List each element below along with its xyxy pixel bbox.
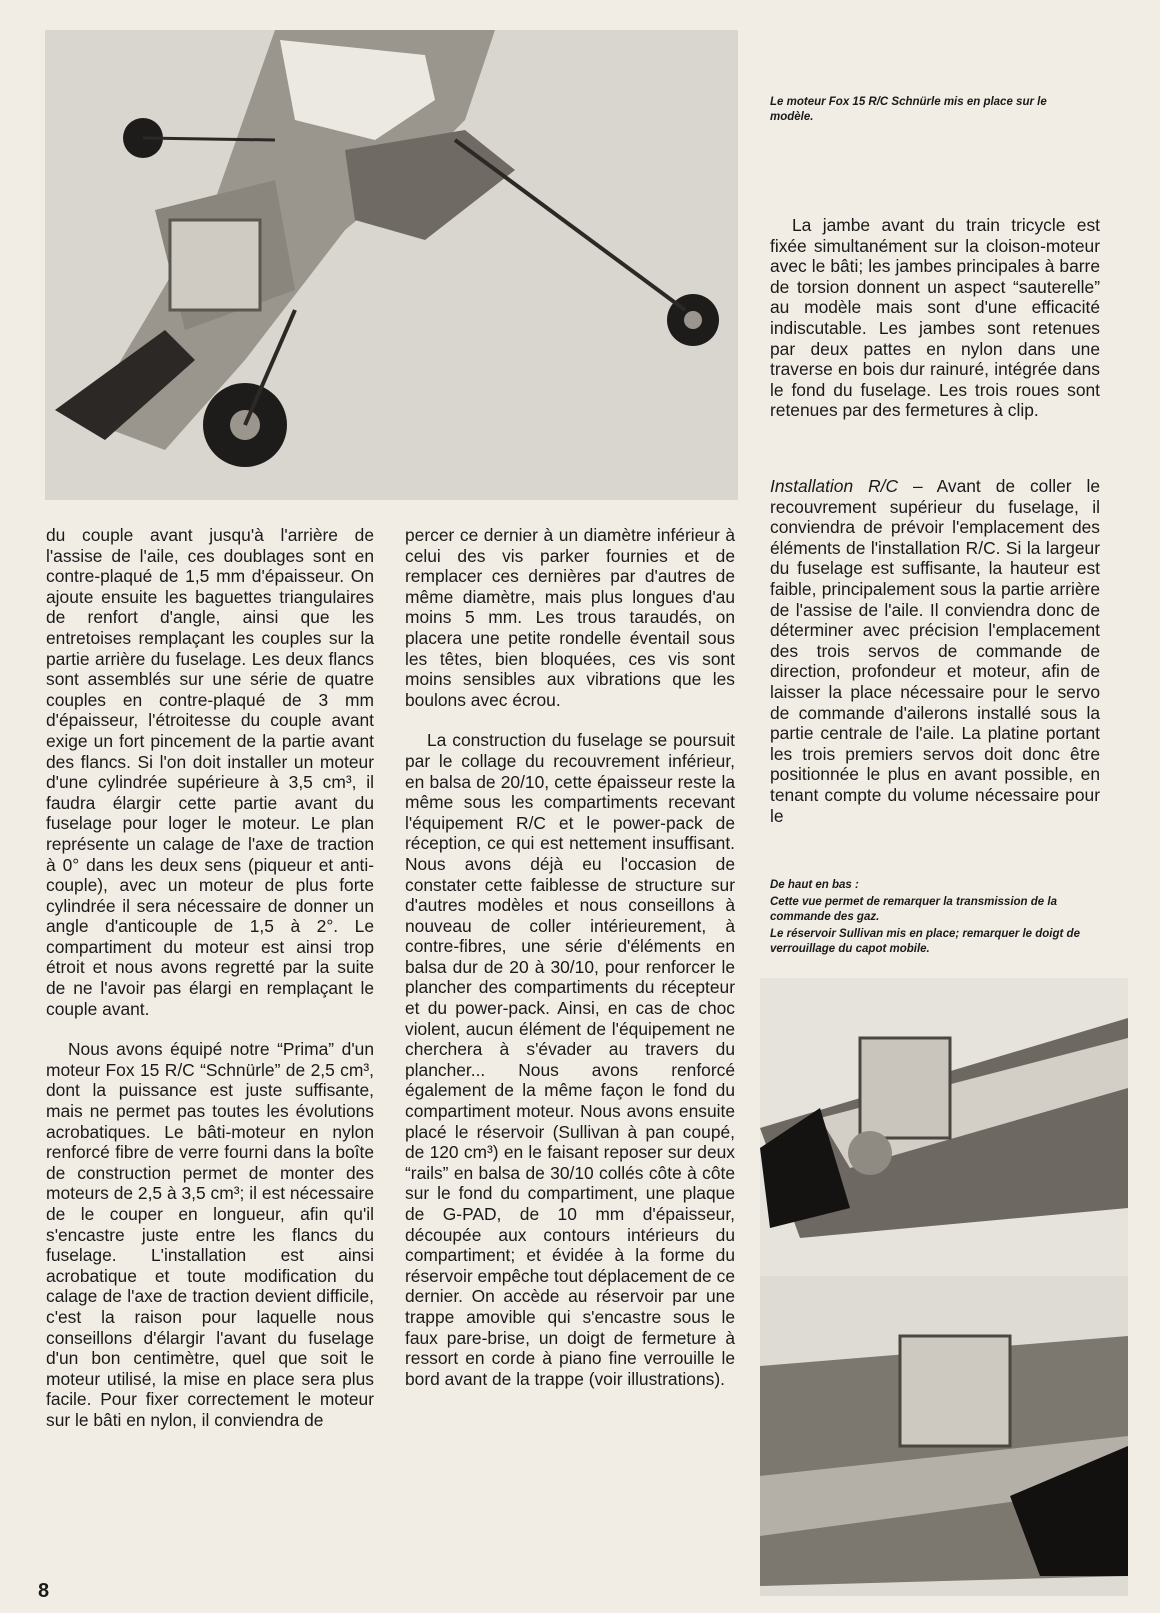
right-column-upper xyxy=(770,215,1100,421)
left-column xyxy=(46,525,374,1431)
middle-column xyxy=(405,525,735,1389)
paragraph-engine: Nous avons équipé notre “Prima” d'un moteur Fox 15 R/C “Schnürle” de 2,5 cm³, dont la puissance est juste suffisante, mais ne permet pas toutes les évolutions acrobatiques. Le bâti-moteur en nylon renforcé fibre de verre fourni dans la boîte de construction permet de monter des moteurs de 2,5 à 3,5 cm³; il est nécessaire de le couper en longueur, afin qu'il s'encastre juste entre les flancs du fuselage. L'installation est ainsi acrobatique et toute modification du calage de l'axe de traction devient difficile, c'est la raison pour laquelle nous conseillons d'élargir l'avant du fuselage d'un bon centimètre, quel que soit le moteur utilisé, la mise en place sera plus facile. Pour fixer correctement le moteur sur le bâti en nylon, il conviendra de xyxy=(46,1039,374,1430)
caption-line-1: Cette vue permet de remarquer la transmission de la commande des gaz. xyxy=(770,896,1057,923)
paragraph-fuselage-sides: du couple avant jusqu'à l'arrière de l'assise de l'aile, ces doublages sont en contre-plaqué de 1,5 mm d'épaisseur. On ajoute ensuite les baguettes triangulaires de renfort d'angle, ainsi que les entretoises remplaçant les couples sur la partie arrière du fuselage. Les deux flancs sont assemblés sur une série de quatre couples en contre-plaqué de 3 mm d'épaisseur, l'étroitesse du couple avant exige un fort pincement de la partie avant des flancs. Si l'on doit installer un moteur d'une cylindrée supérieure à 3,5 cm³, il faudra élargir cette partie avant du fuselage pour loger le moteur. Le plan représente un calage de l'axe de traction à 0° dans les deux sens (piqueur et anti-couple), avec un moteur de plus forte cylindrée il sera nécessaire de donner un angle d'anticouple de 1,5 à 2°. Le compartiment du moteur est ainsi trop étroit et nous avons regretté par la suite de ne l'avoir pas élargi en remplaçant le couple avant. xyxy=(46,525,374,1019)
paragraph-rc-installation xyxy=(770,476,1100,826)
caption-line-2: Le réservoir Sullivan mis en place; remarquer le doigt de verrouillage du capot mobile. xyxy=(770,928,1080,955)
section-heading-rc-installation: Installation R/C xyxy=(770,476,899,496)
bottom-photos-caption xyxy=(770,878,1100,959)
paragraph-landing-gear: La jambe avant du train tricycle est fixée simultanément sur la cloison-moteur avec le bâti; les jambes principales à barre de torsion donnent un aspect “sauterelle” au modèle mais sont d'une efficacité indiscutable. Les jambes sont retenues par deux pattes en nylon dans une traverse en bois dur rainuré, intégrée dans le fond du fuselage. Les trois roues sont retenues par des fermetures à clip. xyxy=(770,215,1100,421)
rc-installation-body: – Avant de coller le recouvrement supérieur du fuselage, il conviendra de prévoir l'emplacement des éléments de l'installation R/C. Si la largeur du fuselage est suffisante, la hauteur est faible, principalement sous la partie arrière de l'assise de l'aile. Il conviendra donc de déterminer avec précision l'emplacement des trois servos de commande de direction, profondeur et moteur, afin de laisser la place nécessaire pour le servo de commande d'ailerons installé sous la partie centrale de l'aile. La platine portant les trois premiers servos doit donc être positionnée le plus en avant possible, en tenant compte du volume nécessaire pour le xyxy=(770,476,1101,826)
page-number: 8 xyxy=(38,1580,50,1602)
caption-heading: De haut en bas : xyxy=(770,879,859,891)
engine-closeup-photo-icon xyxy=(760,978,1128,1276)
right-column-lower xyxy=(770,476,1100,826)
paragraph-screws: percer ce dernier à un diamètre inférieur à celui des vis parker fournies et de remplacer ces dernières par d'autres de même diamètre, mais plus longues d'au moins 5 mm. Les trous taraudés, on placera une petite rondelle éventail sous les têtes, bien bloquées, ces vis sont moins sensibles aux vibrations que les boulons avec écrou. xyxy=(405,525,735,710)
top-photo xyxy=(45,30,738,500)
top-photo-caption: Le moteur Fox 15 R/C Schnürle mis en place sur le modèle. xyxy=(770,96,1047,123)
paragraph-fuselage-construction: La construction du fuselage se poursuit par le collage du recouvrement inférieur, en balsa de 20/10, cette épaisseur reste la même sous les compartiments recevant l'équipement R/C et le power-pack de réception, ce qui est nettement insuffisant. Nous avons déjà eu l'occasion de constater cette faiblesse de structure sur d'autres modèles et nous conseillons à nouveau de coller intérieurement, à contre-fibres, une série d'éléments en balsa dur de 20 à 30/10, pour renforcer le plancher des compartiments du récepteur et du power-pack. Ainsi, en cas de choc violent, aucun élément de l'équipement ne cherchera à s'évader au travers du plancher... Nous avons renforcé également de la même façon le fond du compartiment moteur. Nous avons ensuite placé le réservoir (Sullivan à pan coupé, de 120 cm³) en le faisant reposer sur deux “rails” en balsa de 30/10 collés côte à côte sur le fond du compartiment, une plaque de G-PAD, de 10 mm d'épaisseur, découpée aux contours intérieurs du compartiment; et évidée à la forme du réservoir empêche tout déplacement de ce dernier. On accède au réservoir par une trappe amovible qui s'encastre sous le faux pare-brise, un doigt de fermeture à ressort en corde à piano fine verrouille le bord avant de la trappe (voir illustrations). xyxy=(405,730,735,1389)
fuel-tank-photo-icon xyxy=(760,1276,1128,1596)
middle-photo xyxy=(760,978,1128,1276)
bottom-photo xyxy=(760,1276,1128,1596)
model-aircraft-engine-photo-icon xyxy=(45,30,738,500)
